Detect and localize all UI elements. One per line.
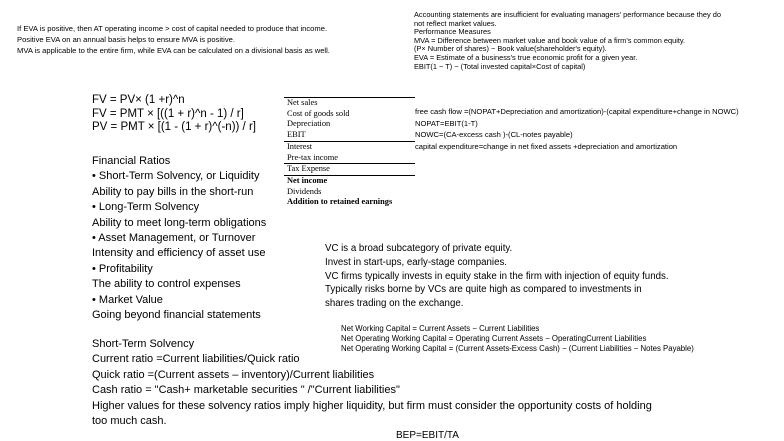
ratio-description: Going beyond financial statements xyxy=(92,309,261,322)
ratio-item: • Long-Term Solvency xyxy=(92,201,200,214)
vc-notes xyxy=(325,242,669,311)
accounting-note-line: not reflect market values. xyxy=(414,18,497,28)
ratio-description: Intensity and efficiency of asset use xyxy=(92,247,266,260)
accounting-note-line: EVA = Estimate of a business's true economic profit for a given year. xyxy=(414,52,638,62)
income-row: Cost of goods sold xyxy=(287,108,350,118)
income-row: Net sales xyxy=(287,98,318,107)
accounting-note-line: Performance Measures xyxy=(414,27,491,37)
tvm-formulas xyxy=(92,94,256,135)
cash-flow-notes xyxy=(415,106,739,153)
eva-note-line: Positive EVA on an annual basis helps to ensure MVA is positive. xyxy=(17,35,235,44)
income-row: Interest xyxy=(287,141,313,151)
solvency-line: Quick ratio =(Current assets – inventory)/Current liabilities xyxy=(92,368,375,381)
income-row: EBIT xyxy=(284,130,415,142)
short-term-solvency xyxy=(92,337,652,429)
income-row: Dividends xyxy=(287,186,322,196)
vc-note-line: VC is a broad subcategory of private equity. xyxy=(325,243,513,254)
income-row: Addition to retained earnings xyxy=(287,197,393,207)
solvency-line: Cash ratio = "Cash+ marketable securities " /"Current liabilities" xyxy=(92,384,400,397)
cash-flow-line: NOPAT=EBIT(1-T) xyxy=(415,118,478,128)
vc-note-line: VC firms typically invests in equity stake in the firm with injection of equity funds. xyxy=(325,270,669,282)
accounting-note-line: (P× Number of shares) − Book value(shareholder's equity). xyxy=(414,44,607,54)
solvency-line: Current ratio =Current liabilities/Quick ratio xyxy=(92,353,300,366)
ratio-item: • Short-Term Solvency, or Liquidity xyxy=(92,170,260,183)
bep-formula: BEP=EBIT/TA xyxy=(396,430,459,441)
accounting-note-line: Accounting statements are insufficient for evaluating managers' performance because they do xyxy=(414,10,721,19)
solvency-heading: Short-Term Solvency xyxy=(92,338,195,350)
income-row: Pre-tax income xyxy=(284,153,415,165)
vc-note-line: Typically risks borne by VCs are quite high as compared to investments in xyxy=(325,284,642,296)
ratio-description: The ability to control expenses xyxy=(92,278,241,291)
accounting-notes xyxy=(414,11,721,71)
ratio-description: Ability to meet long-term obligations xyxy=(92,216,267,229)
income-row: Tax Expense xyxy=(284,164,415,176)
cash-flow-line: NOWC=(CA-excess cash )-(CL-notes payable) xyxy=(415,130,573,140)
cash-flow-line: free cash flow =(NOPAT+Depreciation and amortization)-(capital expenditure+change in NOWC) xyxy=(415,107,739,116)
financial-ratios xyxy=(92,154,266,323)
vc-note-line: shares trading on the exchange. xyxy=(325,298,464,310)
ratio-item: • Asset Management, or Turnover xyxy=(92,232,256,245)
formula-line: FV = PV× (1 +r)^n xyxy=(92,94,185,106)
income-row: Net income xyxy=(287,175,328,185)
ratio-description: Ability to pay bills in the short-run xyxy=(92,185,254,198)
income-statement-table xyxy=(284,97,415,208)
accounting-note-line: EBIT(1 − T) − (Total invested capital×Cost of capital) xyxy=(414,61,586,71)
eva-note-line: If EVA is positive, then AT operating income > cost of capital needed to produce that income. xyxy=(17,24,328,33)
accounting-note-line: MVA = Difference between market value and book value of a firm's common equity. xyxy=(414,35,686,45)
eva-note-line: MVA is applicable to the entire firm, while EVA can be calculated on a divisional basis as well. xyxy=(17,46,330,55)
ratio-item: • Market Value xyxy=(92,293,163,306)
eva-notes xyxy=(17,23,330,56)
cash-flow-line: capital expenditure=change in net fixed assets +depreciation and amortization xyxy=(415,142,678,152)
nwc-line: Net Operating Working Capital = (Current Assets-Excess Cash) − (Current Liabilities − Notes Payable) xyxy=(341,343,694,353)
nwc-line: Net Operating Working Capital = Operating Current Assets − OperatingCurrent Liabilities xyxy=(341,333,647,343)
nwc-line: Net Working Capital = Current Assets − Current Liabilities xyxy=(341,324,540,333)
income-row: Depreciation xyxy=(287,119,331,129)
formula-line: FV = PMT × [((1 + r)^n - 1) / r] xyxy=(92,107,244,120)
solvency-line: Higher values for these solvency ratios imply higher liquidity, but firm must consider the opportunity costs of holding xyxy=(92,399,652,412)
ratios-heading: Financial Ratios xyxy=(92,155,171,167)
solvency-line: too much cash. xyxy=(92,415,167,428)
ratio-item: • Profitability xyxy=(92,262,153,275)
formula-line: PV = PMT × [(1 - (1 + r)^(-n)) / r] xyxy=(92,121,256,133)
vc-note-line: Invest in start-ups, early-stage companies. xyxy=(325,256,507,268)
